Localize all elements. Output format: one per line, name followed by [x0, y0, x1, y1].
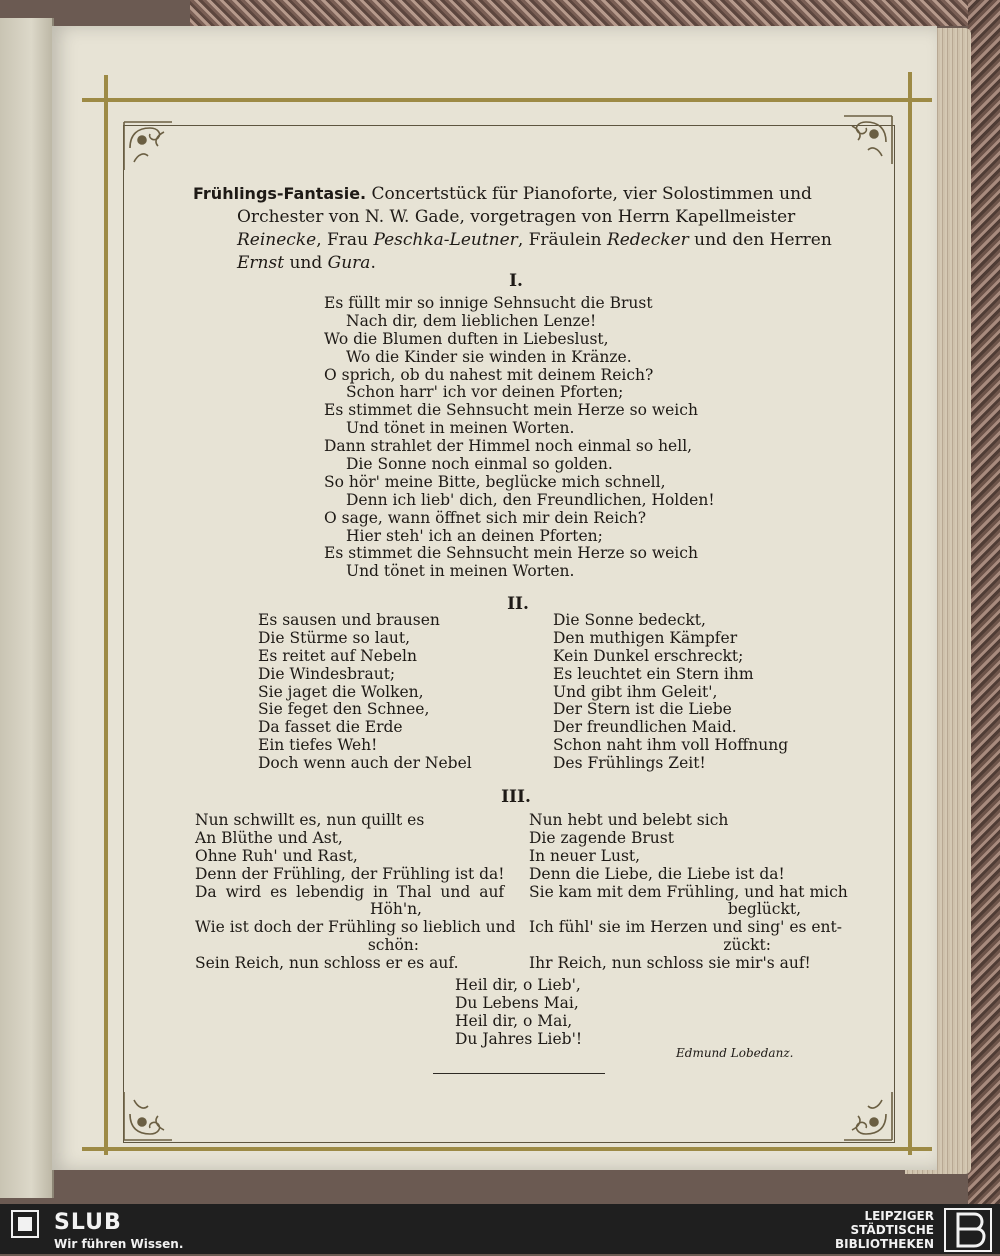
header-line-1: Concertstück für Pianoforte, vier Solostimmen und [371, 184, 812, 204]
poem-line: Denn der Frühling, der Frühling ist da! [195, 864, 505, 883]
poem-line: Die Stürme so laut, [258, 628, 411, 647]
header-text: , Frau [316, 230, 369, 250]
poem-line: Ihr Reich, nun schloss sie mir's auf! [529, 954, 811, 973]
footer-bar [0, 1204, 1000, 1254]
poem-line: Es leuchtet ein Stern ihm [553, 664, 754, 683]
poem-line: Und gibt ihm Geleit', [553, 682, 718, 701]
poem-line: Wo die Blumen duften in Liebeslust, [324, 329, 609, 348]
poem-line: Ohne Ruh' und Rast, [195, 846, 358, 865]
poem-line: Ich fühl' sie im Herzen und sing' es ent- [529, 918, 842, 937]
poem-line: Und tönet in meinen Worten. [346, 562, 575, 581]
poem-closing [455, 977, 582, 1049]
leipzig-library-name[interactable] [835, 1209, 934, 1251]
header-text: und [289, 253, 323, 273]
leipzig-library-logo-icon[interactable] [944, 1208, 992, 1252]
performer-reinecke: Reinecke [237, 230, 317, 250]
poem-line: O sage, wann öffnet sich mir dein Reich? [324, 508, 647, 527]
poem-line: Ein tiefes Weh! [258, 736, 378, 755]
poem-stanza-1 [324, 295, 715, 581]
poem-line: Da wird es lebendig in Thal und auf [195, 882, 505, 901]
poem-line: So hör' meine Bitte, beglücke mich schnell, [324, 472, 666, 491]
poem-line: Nun schwillt es, nun quillt es [195, 811, 425, 829]
performer-redecker: Redecker [606, 230, 689, 250]
performer-ernst: Ernst [237, 253, 285, 273]
poem-line: Es stimmet die Sehnsucht mein Herze so weich [324, 544, 698, 563]
poem-line: Hier steh' ich an deinen Pforten; [346, 526, 603, 545]
section-numeral-3: III. [501, 787, 531, 807]
poem-line: Sie feget den Schnee, [258, 700, 430, 719]
poem-line: Doch wenn auch der Nebel [258, 754, 472, 773]
poem-stanza-2-left [258, 612, 472, 773]
piece-title: Frühlings-Fantasie. [193, 184, 367, 203]
slub-tagline: Wir führen Wissen. [54, 1237, 184, 1251]
program-header [193, 182, 843, 275]
poem-line: Der freundlichen Maid. [553, 718, 737, 737]
poem-line: Kein Dunkel erschreckt; [553, 646, 744, 665]
poem-line: Dann strahlet der Himmel noch einmal so hell, [324, 437, 693, 456]
leipzig-line: STÄDTISCHE [850, 1223, 934, 1237]
poem-line: Du Lebens Mai, [455, 993, 579, 1012]
poem-line: Des Frühlings Zeit! [553, 754, 706, 773]
poem-line: An Blüthe und Ast, [195, 828, 343, 847]
poem-line: Denn die Liebe, die Liebe ist da! [529, 864, 785, 883]
poem-line: Du Jahres Lieb'! [455, 1029, 583, 1048]
poem-stanza-3-right [529, 811, 848, 973]
poem-line: Und tönet in meinen Worten. [346, 419, 575, 438]
poem-line: Die Sonne noch einmal so golden. [346, 455, 613, 474]
leipzig-line: LEIPZIGER [864, 1209, 934, 1223]
author-signature: Edmund Lobedanz. [676, 1046, 794, 1060]
poem-line: Es reitet auf Nebeln [258, 646, 417, 665]
performer-peschka: Peschka-Leutner [373, 230, 518, 250]
poem-line: Schon naht ihm voll Hoffnung [553, 736, 789, 755]
header-text: , Fräulein [517, 230, 602, 250]
poem-line: Sie jaget die Wolken, [258, 682, 424, 701]
poem-line: Denn ich lieb' dich, den Freundlichen, Holden! [346, 490, 715, 509]
section-numeral-2: II. [507, 594, 529, 614]
poem-line: Nach dir, dem lieblichen Lenze! [346, 311, 597, 330]
poem-line: Wie ist doch der Frühling so lieblich und [195, 918, 516, 937]
poem-line: beglückt, [727, 900, 801, 919]
poem-line: Schon harr' ich vor deinen Pforten; [346, 383, 624, 402]
poem-stanza-2-right [553, 612, 788, 773]
poem-line: Da fasset die Erde [258, 718, 403, 737]
slub-name[interactable]: SLUB [54, 1210, 122, 1235]
poem-line: O sprich, ob du nahest mit deinem Reich? [324, 365, 654, 384]
poem-line: Den muthigen Kämpfer [553, 628, 738, 647]
poem-line: Nun hebt und belebt sich [529, 811, 729, 829]
poem-line: Es sausen und brausen [258, 611, 440, 629]
poem-line: Die zagende Brust [529, 828, 674, 847]
poem-line: zückt: [723, 936, 771, 955]
section-numeral-1: I. [509, 271, 523, 291]
slub-logo-icon[interactable] [10, 1209, 40, 1239]
poem-line: Es stimmet die Sehnsucht mein Herze so weich [324, 401, 698, 420]
poem-line: Sein Reich, nun schloss er es auf. [195, 954, 459, 973]
poem-line: Heil dir, o Mai, [455, 1011, 573, 1030]
poem-line: In neuer Lust, [529, 846, 641, 865]
poem-line: schön: [367, 936, 419, 955]
closing-rule [433, 1073, 605, 1074]
header-text: . [370, 253, 376, 273]
poem-stanza-3-left [195, 811, 516, 973]
poem-line: Heil dir, o Lieb', [455, 976, 581, 994]
poem-line: Höh'n, [369, 900, 422, 919]
header-text: und den Herren [694, 230, 832, 250]
poem-line: Der Stern ist die Liebe [553, 700, 732, 719]
header-line-2: Orchester von N. W. Gade, vorgetragen von Herrn Kapellmeister [237, 207, 796, 227]
poem-line: Die Windesbraut; [258, 664, 396, 683]
performer-gura: Gura [327, 253, 371, 273]
poem-line: Es füllt mir so innige Sehnsucht die Brust [324, 294, 653, 312]
poem-line: Sie kam mit dem Frühling, und hat mich [529, 882, 848, 901]
poem-line: Wo die Kinder sie winden in Kränze. [346, 347, 632, 366]
leipzig-line: BIBLIOTHEKEN [834, 1237, 934, 1251]
poem-line: Die Sonne bedeckt, [553, 611, 706, 629]
